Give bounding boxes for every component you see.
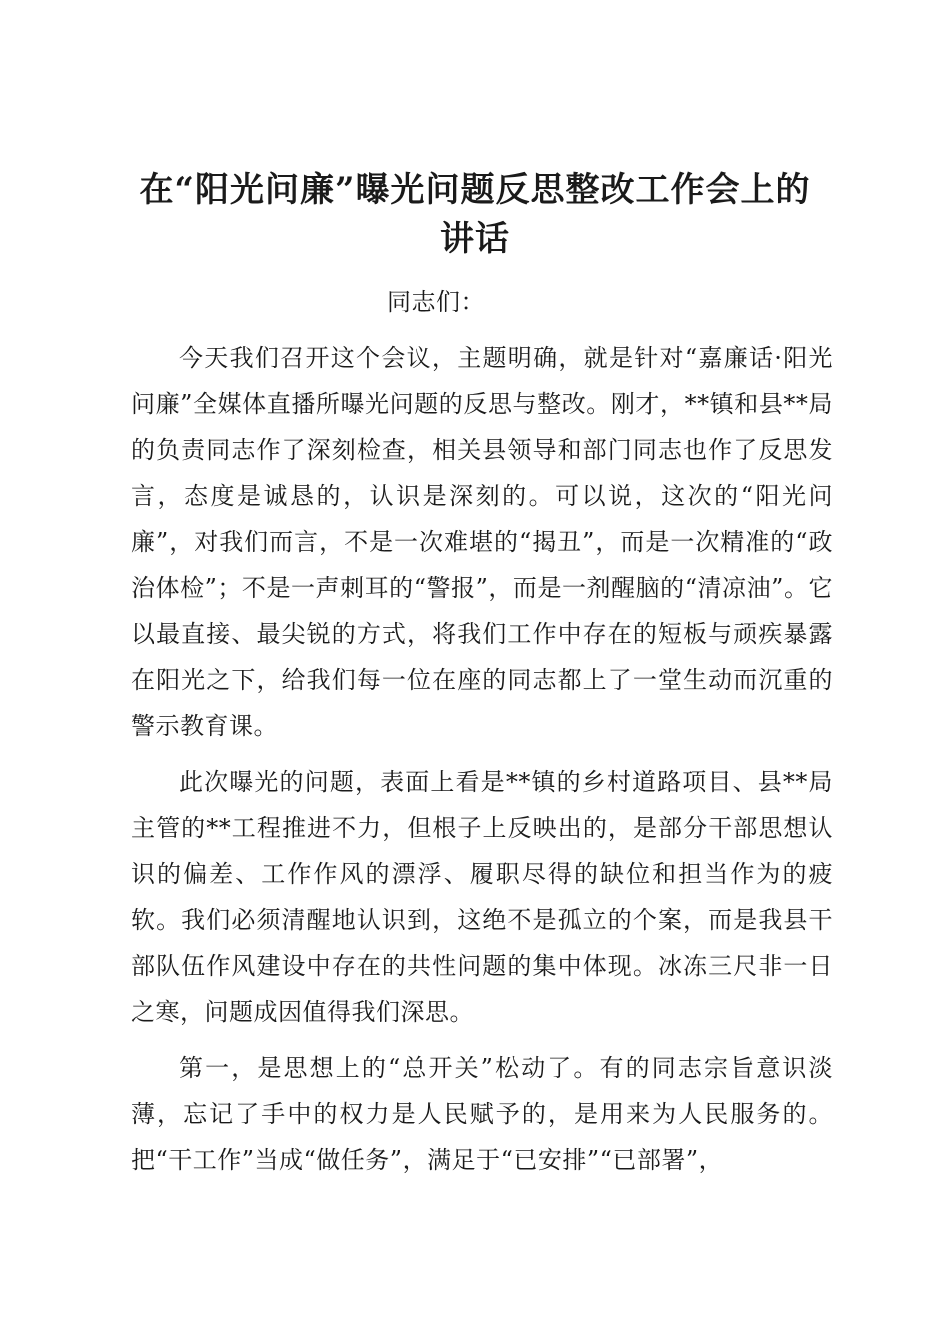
paragraph-1: 今天我们召开这个会议，主题明确，就是针对“嘉廉话·阳光问廉”全媒体直播所曝光问题的反思与整改。刚才，**镇和县**局的负责同志作了深刻检查，相关县领导和部门同志也作了反思发言，态度是诚恳的，认识是深刻的。可以说，这次的“阳光问廉”，对我们而言，不是一次难堪的“揭丑”，而是一次精准的“政治体检”；不是一声刺耳的“警报”，而是一剂醒脑的“清凉油”。它以最直接、最尖锐的方式，将我们工作中存在的短板与顽疾暴露在阳光之下，给我们每一位在座的同志都上了一堂生动而沉重的警示教育课。 xyxy=(131,344,833,740)
document-title-line-2: 讲话 xyxy=(440,219,510,259)
document-title-line-1: 在“阳光问廉”曝光问题反思整改工作会上的 xyxy=(139,170,811,210)
paragraph-3: 第一，是思想上的“总开关”松动了。有的同志宗旨意识淡薄，忘记了手中的权力是人民赋予的，是用来为人民服务的。把“干工作”当成“做任务”，满足于“已安排”“已部署”， xyxy=(131,1054,833,1174)
salutation: 同志们： xyxy=(387,288,485,316)
paragraph-2: 此次曝光的问题，表面上看是**镇的乡村道路项目、县**局主管的**工程推进不力，但根子上反映出的，是部分干部思想认识的偏差、工作作风的漂浮、履职尽得的缺位和担当作为的疲软。我们必须清醒地认识到，这绝不是孤立的个案，而是我县干部队伍作风建设中存在的共性问题的集中体现。冰冻三尺非一日之寒，问题成因值得我们深思。 xyxy=(131,768,833,1026)
document-body xyxy=(131,279,833,1183)
